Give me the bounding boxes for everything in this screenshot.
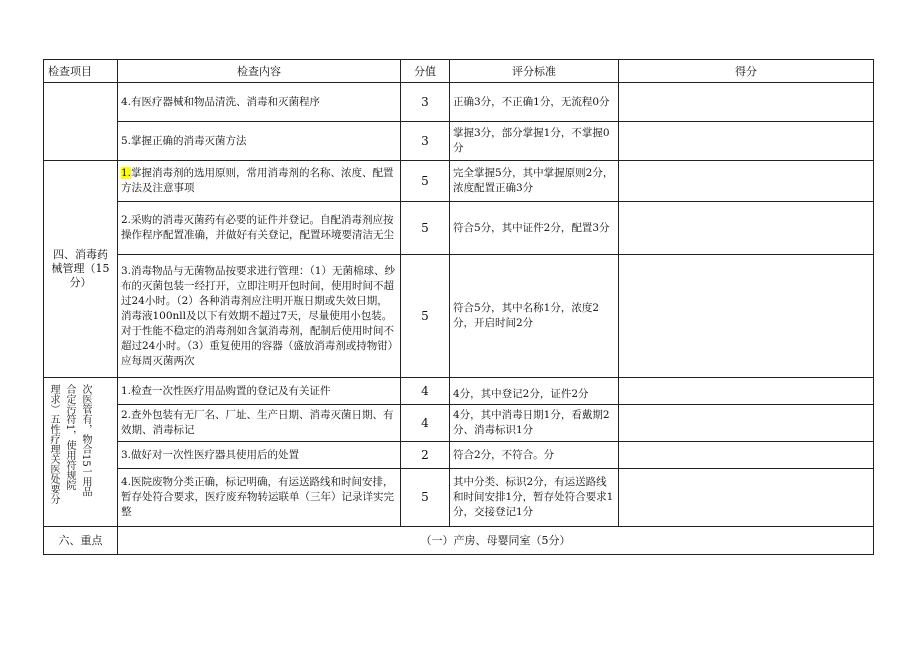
header-obtained: 得分 bbox=[618, 59, 874, 83]
row-8-obtained bbox=[618, 441, 874, 469]
row-9-obtained bbox=[618, 468, 874, 527]
header-content: 检查内容 bbox=[117, 59, 401, 83]
row-1-content-text: 4.有医疗器械和物品清洗、消毒和灭菌程序 bbox=[121, 95, 321, 108]
row-6-content-text: 1.检查一次性医疗用品购置的登记及有关证件 bbox=[121, 384, 331, 397]
section-6-subtitle: （一）产房、母婴同室（5分） bbox=[117, 526, 874, 555]
row-2-score: 3 bbox=[400, 121, 450, 161]
row-7-obtained bbox=[618, 404, 874, 442]
row-7-content bbox=[117, 404, 401, 442]
row-8-score: 2 bbox=[400, 441, 450, 469]
header-criteria: 评分标准 bbox=[449, 59, 619, 83]
row-9-criteria-text: 其中分类、标识2分，有运送路线和时间安排1分，暂存处符合要求1分，交接登记1分 bbox=[453, 476, 614, 518]
row-6-criteria-text: 4分，其中登记2分，证件2分 bbox=[453, 388, 589, 400]
section-6-title: 六、重点 bbox=[43, 526, 118, 555]
row-6-obtained bbox=[618, 377, 874, 405]
row-3-score: 5 bbox=[400, 160, 450, 202]
row-5-criteria bbox=[449, 254, 619, 378]
row-8-content-text: 3.做好对一次性医疗器具使用后的处置 bbox=[121, 448, 300, 461]
row-9-content-text: 4.医院废物分类正确，标记明确，有运送路线和时间安排，暂存处符合要求，医疗废弃物转运联单（三年）记录详实完整 bbox=[121, 476, 394, 518]
row-7-criteria-text: 4分，其中消毒日期1分，看戴期2分、消毒标识1分 bbox=[453, 409, 610, 436]
row-6-criteria bbox=[449, 377, 619, 405]
row-8-content bbox=[117, 441, 401, 469]
section-4-title-text: 四、消毒药械管理（15分） bbox=[51, 248, 110, 289]
row-6-content bbox=[117, 377, 401, 405]
row-3-criteria bbox=[449, 160, 619, 202]
header-score-value: 分值 bbox=[400, 59, 450, 83]
row-4-content-text: 2.采购的消毒灭菌药有必要的证件并登记。自配消毒剂应按操作程序配置准确，并做好有关登记，配置环境要清洁无尘 bbox=[121, 214, 394, 241]
row-7-criteria bbox=[449, 404, 619, 442]
header-item: 检查项目 bbox=[43, 59, 118, 83]
row-7-score: 4 bbox=[400, 404, 450, 442]
row-5-score: 5 bbox=[400, 254, 450, 378]
row-4-criteria bbox=[449, 201, 619, 255]
row-5-obtained bbox=[618, 254, 874, 378]
row-9-criteria bbox=[449, 468, 619, 527]
section-4-title bbox=[43, 160, 118, 378]
row-9-score: 5 bbox=[400, 468, 450, 527]
row-3-content-body: 掌握消毒剂的选用原则，常用消毒剂的名称、浓度、配置方法及注意事项 bbox=[121, 167, 394, 194]
row-5-criteria-text: 符合5分，其中名称1分，浓度2分，开启时间2分 bbox=[453, 302, 600, 329]
row-1-criteria bbox=[449, 82, 619, 122]
row-5-content-text: 3.消毒物品与无菌物品按要求进行管理：（1）无菌棉球、纱布的灭菌包装一经打开，立即注明开包时间，使用时间不超过24小时。（2）各种消毒剂应注明开瓶日期或失效日期，消毒液100nll及以下有效期不超过7天，尽量使用小包装。对于性能不稳定的消毒剂如含氯消毒剂，配制后使用时间不超过24小时。（3）重复使用的容器（盛放消毒剂或持物钳）应每周灭菌两次 bbox=[121, 264, 395, 367]
section-5-title bbox=[43, 377, 118, 527]
row-2-criteria-text: 掌握3分，部分掌握1分，不掌握0分 bbox=[453, 127, 610, 154]
row-1-criteria-text: 正确3分，不正确1分，无流程0分 bbox=[453, 95, 610, 108]
section-5-col1: 理求）五性疗理关医处要分 bbox=[48, 384, 59, 504]
row-4-criteria-text: 符合5分，其中证件2分，配置3分 bbox=[453, 221, 610, 234]
section-5-col2: 合定污符1，使用符规院 bbox=[64, 384, 75, 491]
row-8-criteria bbox=[449, 441, 619, 469]
row-5-content bbox=[117, 254, 401, 378]
row-4-score: 5 bbox=[400, 201, 450, 255]
item-cell-continued bbox=[43, 82, 118, 161]
row-2-content bbox=[117, 121, 401, 161]
row-2-criteria bbox=[449, 121, 619, 161]
row-1-obtained bbox=[618, 82, 874, 122]
row-6-score: 4 bbox=[400, 377, 450, 405]
row-7-content-text: 2.查外包装有无厂名、厂址、生产日期、消毒灭菌日期、有效期、消毒标记 bbox=[121, 409, 394, 436]
row-2-content-text: 5.掌握正确的消毒灭菌方法 bbox=[121, 134, 247, 147]
section-5-col3: 次医管有，物合15一用品 bbox=[80, 384, 91, 497]
inspection-table bbox=[43, 59, 874, 555]
row-3-criteria-text: 完全掌握5分，其中掌握原则2分，浓度配置正确3分 bbox=[453, 167, 614, 194]
row-4-content bbox=[117, 201, 401, 255]
row-2-obtained bbox=[618, 121, 874, 161]
row-3-content-text bbox=[121, 166, 397, 196]
row-9-content bbox=[117, 468, 401, 527]
row-8-criteria-text: 符合2分，不符合。分 bbox=[453, 448, 555, 461]
row-4-obtained bbox=[618, 201, 874, 255]
row-3-obtained bbox=[618, 160, 874, 202]
row-1-content bbox=[117, 82, 401, 122]
row-3-highlight: 1. bbox=[121, 167, 132, 179]
row-3-content bbox=[117, 160, 401, 202]
row-1-score: 3 bbox=[400, 82, 450, 122]
